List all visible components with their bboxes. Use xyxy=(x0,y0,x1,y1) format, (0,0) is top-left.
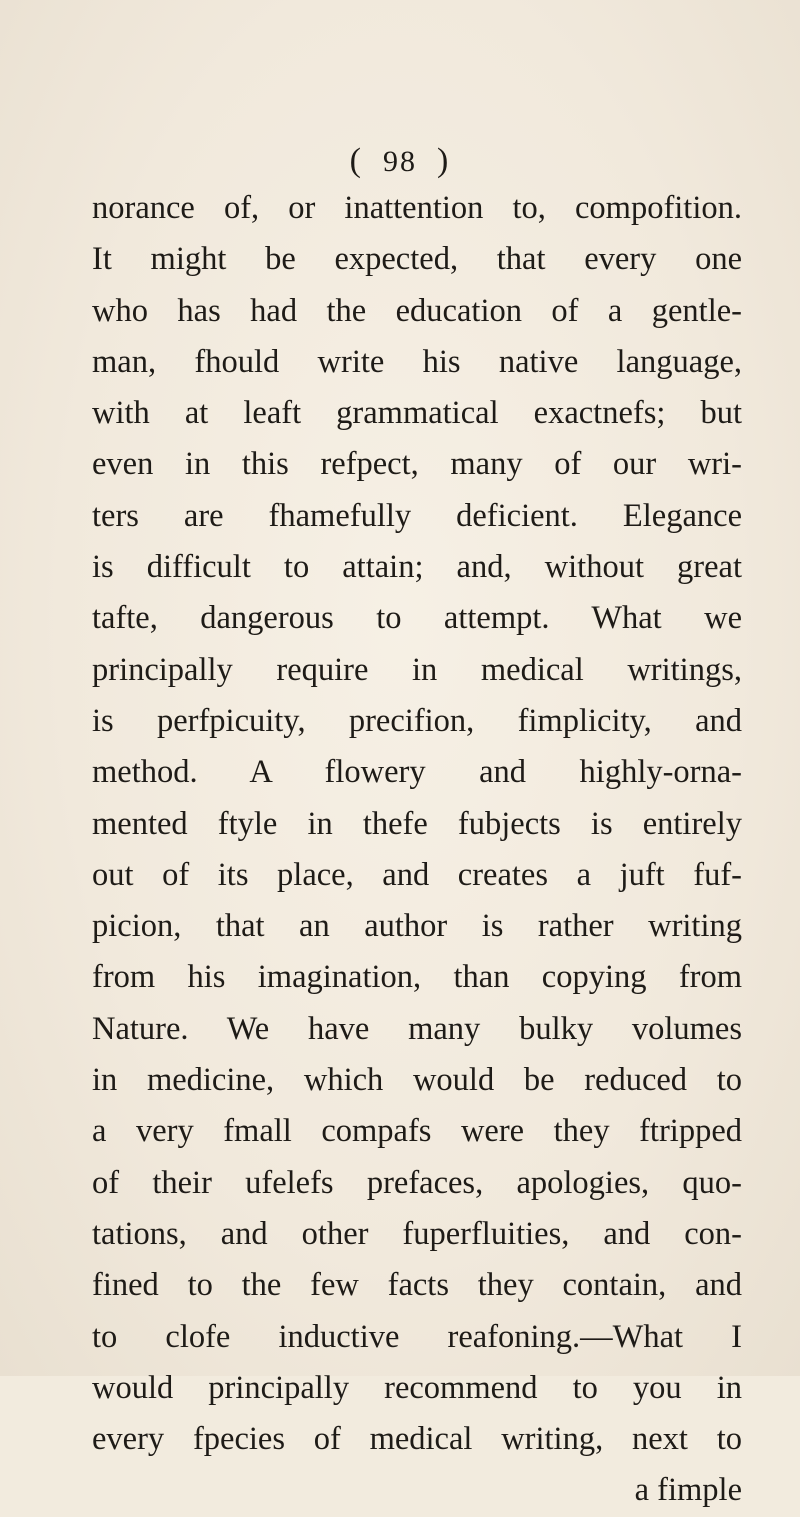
text-line: a very fmall compafs were they ftripped xyxy=(92,1113,742,1150)
text-line: picion, that an author is rather writing xyxy=(92,908,742,945)
text-line: to clofe inductive reafoning.—What I xyxy=(92,1318,742,1355)
page-header xyxy=(0,142,800,180)
text-line: mented ftyle in thefe fubjects is entirely xyxy=(92,805,742,842)
text-line: norance of, or inattention to, compofition. xyxy=(92,190,742,226)
catchword: a fimple xyxy=(634,1472,742,1509)
text-line: in medicine, which would be reduced to xyxy=(92,1062,742,1099)
text-line: ters are fhamefully deficient. Elegance xyxy=(92,497,742,534)
text-line: tafte, dangerous to attempt. What we xyxy=(92,600,742,637)
text-line: from his imagination, than copying from xyxy=(92,959,742,996)
text-line: man, fhould write his native language, xyxy=(92,343,742,380)
text-line: out of its place, and creates a juft fuf- xyxy=(92,856,742,893)
text-line: with at leaft grammatical exactnefs; but xyxy=(92,395,742,432)
text-line: principally require in medical writings, xyxy=(92,651,742,688)
text-line: It might be expected, that every one xyxy=(92,241,742,278)
text-line: every fpecies of medical writing, next to xyxy=(92,1421,742,1458)
page-number: 98 xyxy=(383,145,417,178)
text-line: fined to the few facts they contain, and xyxy=(92,1267,742,1304)
open-paren: ( xyxy=(349,142,363,179)
text-line: would principally recommend to you in xyxy=(92,1369,742,1406)
text-line: even in this refpect, many of our wri- xyxy=(92,446,742,483)
text-line: Nature. We have many bulky volumes xyxy=(92,1010,742,1047)
text-line: is perfpicuity, precifion, fimplicity, and xyxy=(92,702,742,739)
body-text xyxy=(92,183,742,1517)
text-line: tations, and other fuperfluities, and con- xyxy=(92,1215,742,1252)
text-line: method. A flowery and highly-orna- xyxy=(92,754,742,791)
close-paren: ) xyxy=(437,142,451,179)
text-line: who has had the education of a gentle- xyxy=(92,292,742,329)
text-line: of their ufelefs prefaces, apologies, quo- xyxy=(92,1164,742,1201)
text-line: is difficult to attain; and, without great xyxy=(92,549,742,586)
